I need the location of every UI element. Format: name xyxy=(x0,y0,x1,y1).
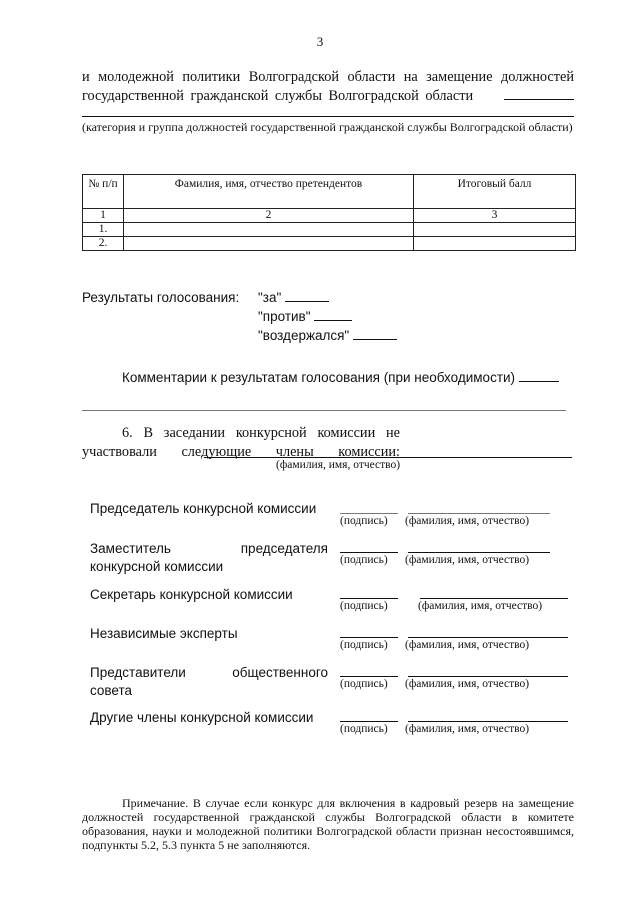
deputy-label-line-2: конкурсной комиссии xyxy=(90,559,224,574)
deputy-sign-caption: (подпись) xyxy=(340,554,388,566)
signature-label-public-council xyxy=(90,664,328,700)
vote-against xyxy=(258,307,352,326)
chairman-name-caption: (фамилия, имя, отчество) xyxy=(405,515,530,527)
comments-blank[interactable] xyxy=(519,369,559,382)
vote-against-blank[interactable] xyxy=(314,308,352,321)
chairman-sign-line[interactable] xyxy=(340,513,398,514)
score-cell[interactable] xyxy=(414,237,576,251)
council-name-caption: (фамилия, имя, отчество) xyxy=(405,678,530,690)
column-number: 1 xyxy=(83,209,124,223)
secretary-name-line[interactable] xyxy=(420,598,568,599)
intro-line-2 xyxy=(82,87,574,106)
experts-name-caption: (фамилия, имя, отчество) xyxy=(405,639,530,651)
deputy-label-line-1 xyxy=(90,540,328,558)
category-blank[interactable] xyxy=(504,87,574,100)
section-6-caption: (фамилия, имя, отчество) xyxy=(276,459,401,471)
chairman-name-line[interactable] xyxy=(408,513,550,514)
vote-for xyxy=(258,288,329,307)
vote-abstained-label: "воздержался" xyxy=(258,328,350,343)
other-name-line[interactable] xyxy=(408,721,568,722)
deputy-sign-line[interactable] xyxy=(340,552,398,553)
council-name-line[interactable] xyxy=(408,676,568,677)
signature-label-other-members: Другие члены конкурсной комиссии xyxy=(90,710,314,725)
signature-label-deputy xyxy=(90,540,328,576)
deputy-name-line[interactable] xyxy=(408,552,550,553)
candidates-table xyxy=(82,174,576,251)
experts-sign-line[interactable] xyxy=(340,637,398,638)
row-number: 2. xyxy=(83,237,124,251)
intro-paragraph xyxy=(82,68,574,106)
secretary-sign-caption: (подпись) xyxy=(340,600,388,612)
vote-abstained-blank[interactable] xyxy=(353,327,397,340)
deputy-label-word-2: председателя xyxy=(240,541,328,556)
vote-for-label: "за" xyxy=(258,290,282,305)
signature-label-secretary: Секретарь конкурсной комиссии xyxy=(90,587,293,602)
vote-against-label: "против" xyxy=(258,309,311,324)
comments-label: Комментарии к результатам голосования (при необходимости) xyxy=(122,370,516,385)
header-name: Фамилия, имя, отчество претендентов xyxy=(124,175,414,209)
council-sign-caption: (подпись) xyxy=(340,678,388,690)
chairman-sign-caption: (подпись) xyxy=(340,515,388,527)
vote-for-blank[interactable] xyxy=(285,289,329,302)
other-sign-line[interactable] xyxy=(340,721,398,722)
header-score: Итоговый балл xyxy=(414,175,576,209)
column-number: 2 xyxy=(124,209,414,223)
candidate-name-cell[interactable] xyxy=(124,223,414,237)
category-caption: (категория и группа должностей государственной гражданской службы Волгоградской области) xyxy=(82,120,573,134)
intro-line-2-text: государственной гражданской службы Волгоградской области xyxy=(82,88,474,104)
footnote-label: Примечание. xyxy=(122,796,189,810)
category-rule xyxy=(82,116,574,117)
other-name-caption: (фамилия, имя, отчество) xyxy=(405,723,530,735)
row-number: 1. xyxy=(83,223,124,237)
candidate-name-cell[interactable] xyxy=(124,237,414,251)
column-number: 3 xyxy=(414,209,576,223)
experts-sign-caption: (подпись) xyxy=(340,639,388,651)
secretary-name-caption: (фамилия, имя, отчество) xyxy=(418,600,543,612)
header-number: № п/п xyxy=(83,175,124,209)
deputy-name-caption: (фамилия, имя, отчество) xyxy=(405,554,530,566)
score-cell[interactable] xyxy=(414,223,576,237)
deputy-label-word-1: Заместитель xyxy=(90,541,171,556)
table-column-numbers xyxy=(83,209,576,223)
signature-label-experts: Независимые эксперты xyxy=(90,626,238,641)
footnote-text: В случае если конкурс для включения в кадровый резерв на замещение должностей государственной гражданской службы Волгоградской области в комитете образования, науки и молодежной политики Волгоградской области признан несостоявшимся, подпункты 5.2, 5.3 пункта 5 не заполняются. xyxy=(82,796,574,852)
other-sign-caption: (подпись) xyxy=(340,723,388,735)
signature-label-chairman: Председатель конкурсной комиссии xyxy=(90,501,317,516)
voting-label: Результаты голосования: xyxy=(82,290,240,305)
comments-rule xyxy=(82,410,566,411)
comments-line xyxy=(122,368,559,387)
section-6-text: 6. В заседании конкурсной комиссии не участвовали следующие члены комиссии: xyxy=(82,425,400,460)
table-row xyxy=(83,237,576,251)
footnote xyxy=(82,796,574,852)
secretary-sign-line[interactable] xyxy=(340,598,398,599)
council-sign-line[interactable] xyxy=(340,676,398,677)
table-header-row xyxy=(83,175,576,209)
council-label-word-2: общественного xyxy=(232,665,328,680)
page-number: 3 xyxy=(316,34,324,49)
section-6-blank[interactable] xyxy=(204,457,572,458)
table-row xyxy=(83,223,576,237)
intro-line-1: и молодежной политики Волгоградской области на замещение должностей xyxy=(82,69,574,85)
vote-abstained xyxy=(258,326,397,345)
experts-name-line[interactable] xyxy=(408,637,568,638)
council-label-line-1 xyxy=(90,664,328,682)
council-label-line-2: совета xyxy=(90,683,133,698)
council-label-word-1: Представители xyxy=(90,665,186,680)
